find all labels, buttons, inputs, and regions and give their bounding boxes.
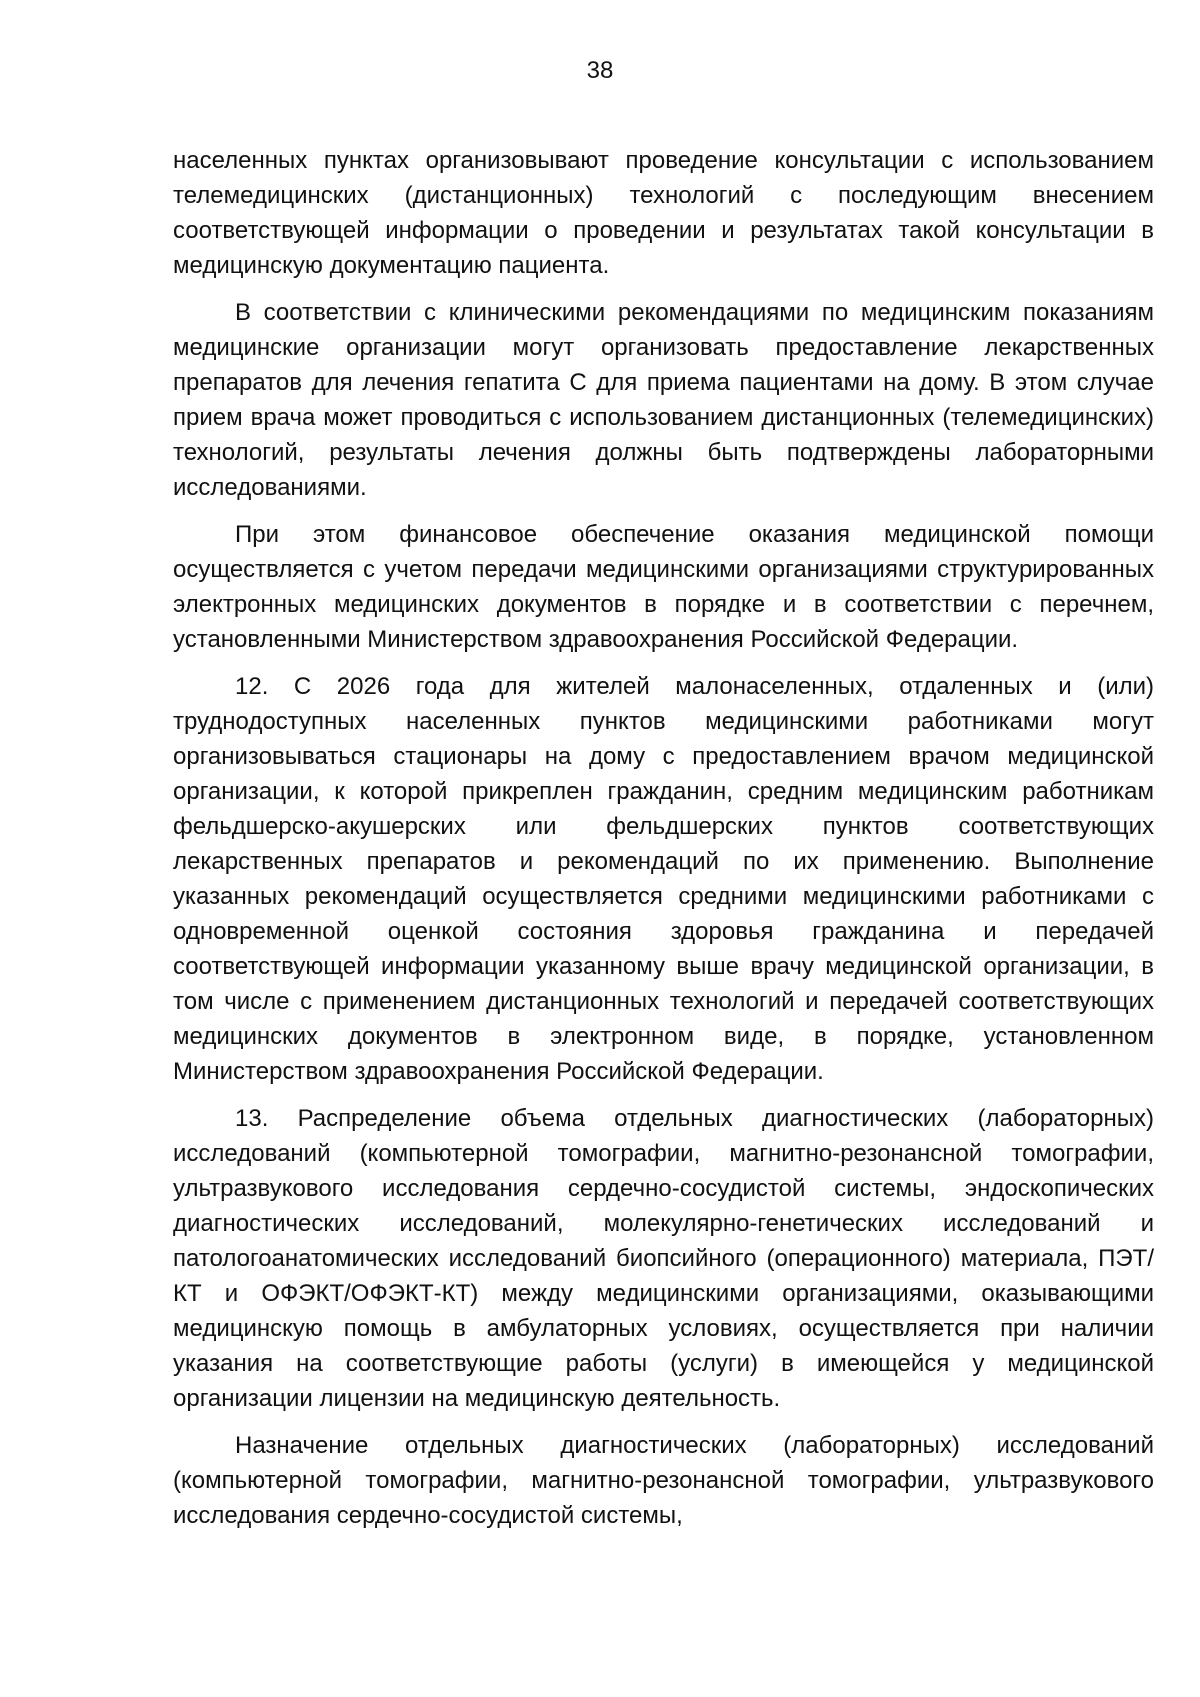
document-body [173,143,1154,1545]
paragraph-item-12: 12. С 2026 года для жителей малонаселенных, отдаленных и (или) труднодоступных населенных пунктов медицинскими работниками могут организовываться стационары на дому с предоставлением врачом медицинской организации, к которой прикреплен гражданин, средним медицинским работникам фельдшерско-акушерских или фельдшерских пунктов соответствующих лекарственных препаратов и рекомендаций по их применению. Выполнение указанных рекомендаций осуществляется средними медицинскими работниками с одновременной оценкой состояния здоровья гражданина и передачей соответствующей информации указанному выше врачу медицинской организации, в том числе с применением дистанционных технологий и передачей соответствующих медицинских документов в электронном виде, в порядке, установленном Министерством здравоохранения Российской Федерации. [173,673,1154,1085]
paragraph-financing: При этом финансовое обеспечение оказания медицинской помощи осуществляется с учетом передачи медицинскими организациями структурированных электронных медицинских документов в порядке и в соответствии с перечнем, установленными Министерством здравоохранения Российской Федерации. [173,521,1154,653]
paragraph-hepatitis-c: В соответствии с клиническими рекомендациями по медицинским показаниям медицинские организации могут организовать предоставление лекарственных препаратов для лечения гепатита С для приема пациентами на дому. В этом случае прием врача может проводиться с использованием дистанционных (телемедицинских) технологий, результаты лечения должны быть подтверждены лабораторными исследованиями. [173,299,1154,501]
page-number: 38 [586,57,614,84]
paragraph-item-13: 13. Распределение объема отдельных диагностических (лабораторных) исследований (компьютерной томографии, магнитно-резонансной томографии, ультразвукового исследования сердечно-сосудистой системы, эндоскопических диагностических исследований, молекулярно-генетических исследований и патологоанатомических исследований биопсийного (операционного) материала, ПЭТ/КТ и ОФЭКТ/ОФЭКТ-КТ) между медицинскими организациями, оказывающими медицинскую помощь в амбулаторных условиях, осуществляется при наличии указания на соответствующие работы (услуги) в имеющейся у медицинской организации лицензии на медицинскую деятельность. [173,1105,1154,1412]
paragraph-diagnostic-assignment: Назначение отдельных диагностических (лабораторных) исследований (компьютерной томографии, магнитно-резонансной томографии, ультразвукового исследования сердечно-сосудистой системы, [173,1432,1154,1529]
paragraph-continuation: населенных пунктах организовывают проведение консультации с использованием телемедицинских (дистанционных) технологий с последующим внесением соответствующей информации о проведении и результатах такой консультации в медицинскую документацию пациента. [173,147,1154,279]
